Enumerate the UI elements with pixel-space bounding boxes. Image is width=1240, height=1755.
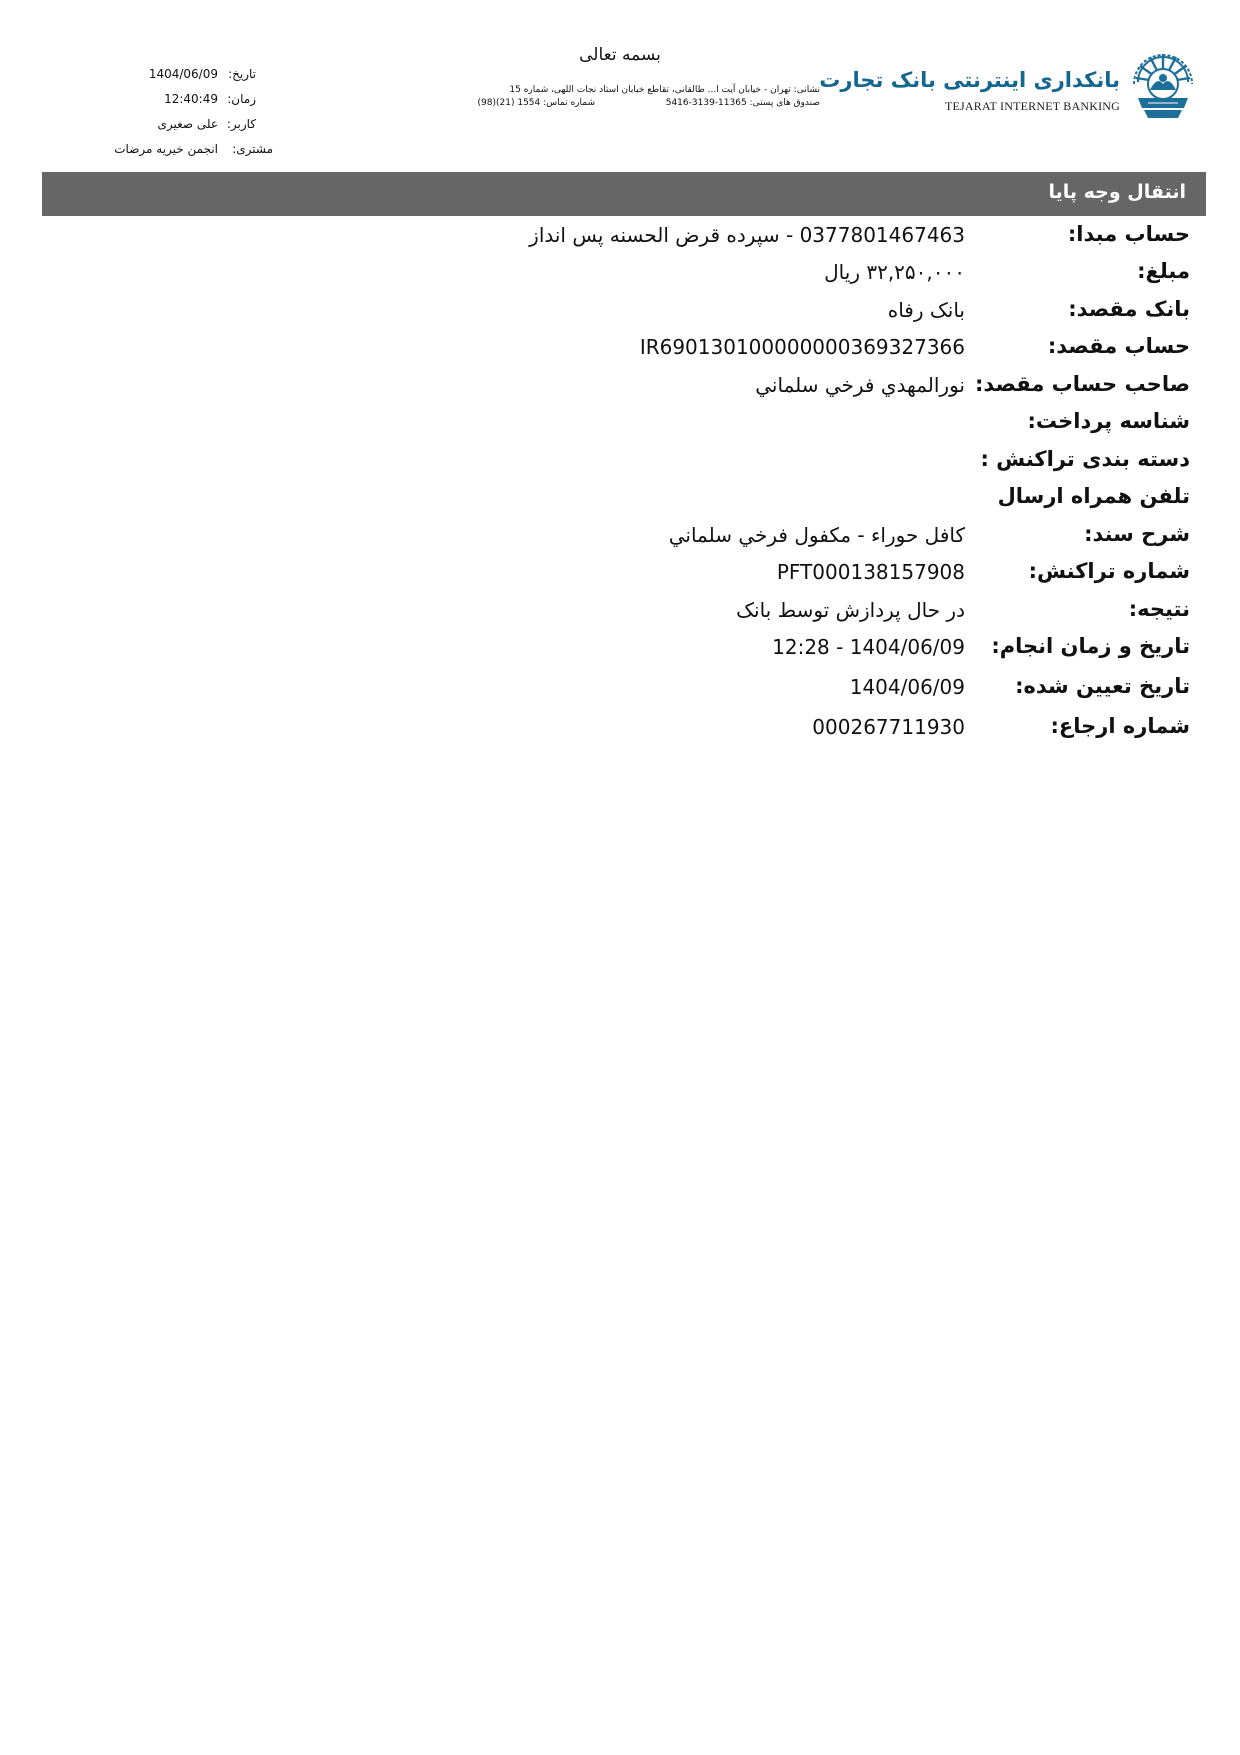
source-account-label: حساب مبدا: bbox=[1067, 222, 1190, 246]
salutation: بسمه تعالی bbox=[579, 45, 661, 65]
bank-name-fa: بانکداری اینترنتی بانک تجارت bbox=[819, 68, 1120, 92]
customer-label: مشتری: bbox=[232, 142, 273, 156]
date-label: تاریخ: bbox=[228, 67, 256, 81]
transaction-number-value: PFT000138157908 bbox=[776, 560, 965, 584]
execution-datetime-label: تاریخ و زمان انجام: bbox=[991, 634, 1190, 658]
scheduled-date-value: 1404/06/09 bbox=[849, 675, 965, 699]
phone-number: شماره تماس: 1554 (21)(98) bbox=[477, 98, 595, 108]
user-label: کاربر: bbox=[226, 117, 256, 131]
scheduled-date-label: تاریخ تعیین شده: bbox=[1015, 674, 1190, 698]
destination-account-label: حساب مقصد: bbox=[1047, 334, 1190, 358]
result-value: در حال پردازش توسط بانک bbox=[736, 598, 965, 622]
destination-bank-label: بانک مقصد: bbox=[1068, 297, 1190, 321]
result-label: نتیجه: bbox=[1128, 597, 1190, 621]
bank-logo-emblem bbox=[1130, 46, 1196, 120]
time-value: 12:40:49 bbox=[164, 92, 218, 106]
description-value: کافل حوراء - مکفول فرخي سلماني bbox=[668, 523, 965, 547]
address-line: نشانی: تهران - خیابان آیت ا... طالقانی، تقاطع خیابان استاد نجات اللهی، شماره 15 bbox=[509, 85, 820, 95]
date-value: 1404/06/09 bbox=[148, 67, 218, 81]
execution-datetime-value: 1404/06/09 - 12:28 bbox=[772, 635, 965, 659]
destination-bank-value: بانک رفاه bbox=[887, 298, 965, 322]
po-box: صندوق های پستی: 11365-3139-5416 bbox=[665, 98, 820, 108]
transaction-number-label: شماره تراکنش: bbox=[1028, 559, 1190, 583]
destination-account-value: IR690130100000000369327366 bbox=[639, 335, 965, 359]
reference-number-value: 000267711930 bbox=[812, 715, 965, 739]
user-value: علی صغیری bbox=[157, 117, 218, 131]
account-holder-value: نورالمهدي فرخي سلماني bbox=[755, 373, 965, 397]
amount-value: ۳۲,۲۵۰,۰۰۰ ریال bbox=[824, 260, 965, 284]
description-label: شرح سند: bbox=[1084, 522, 1190, 546]
payment-id-label: شناسه پرداخت: bbox=[1027, 409, 1190, 433]
page-title: انتقال وجه پایا bbox=[1048, 181, 1186, 203]
amount-label: مبلغ: bbox=[1137, 259, 1190, 283]
account-holder-label: صاحب حساب مقصد: bbox=[975, 372, 1190, 396]
customer-value: انجمن خیریه مرضات bbox=[114, 142, 218, 156]
time-label: زمان: bbox=[227, 92, 256, 106]
reference-number-label: شماره ارجاع: bbox=[1050, 714, 1190, 738]
transaction-category-label: دسته بندی تراکنش : bbox=[980, 447, 1190, 471]
source-account-value: 0377801467463 - سپرده قرض الحسنه پس انداز bbox=[529, 223, 965, 247]
bank-name-en: TEJARAT INTERNET BANKING bbox=[944, 99, 1120, 113]
title-bar bbox=[42, 172, 1206, 216]
mobile-send-label: تلفن همراه ارسال bbox=[997, 484, 1190, 508]
